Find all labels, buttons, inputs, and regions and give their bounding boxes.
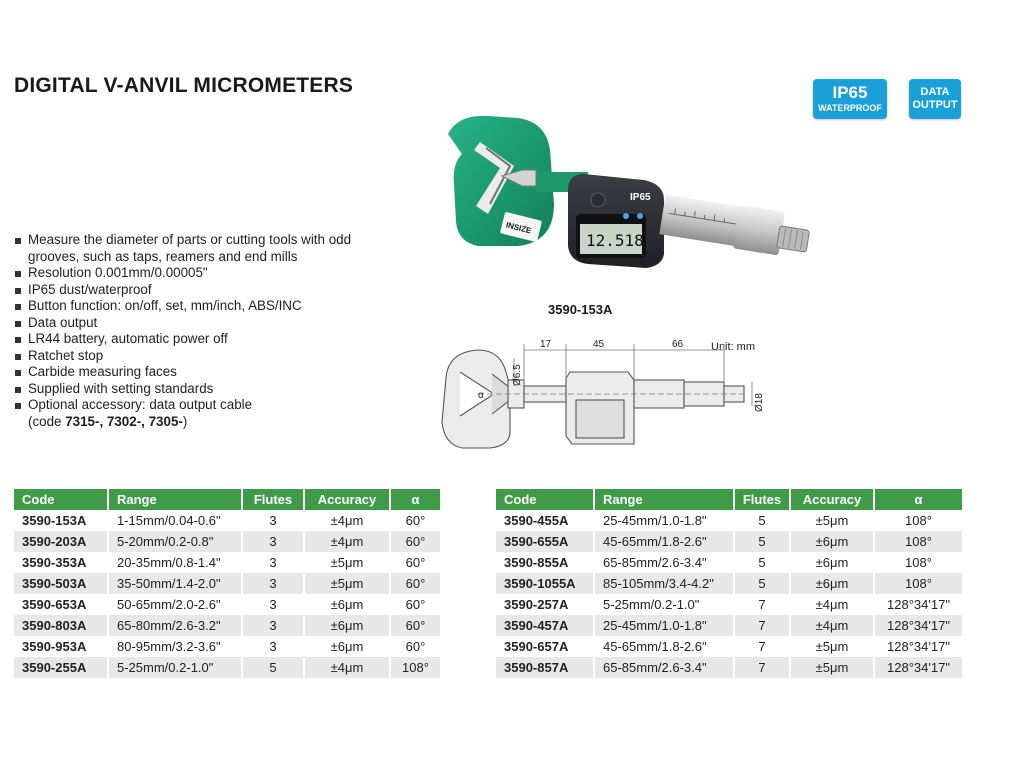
cell-range: 5-25mm/0.2-1.0" [594,594,734,615]
table-row [496,636,962,657]
cell-flutes: 3 [242,531,304,552]
cell-code: 3590-657A [496,636,594,657]
table-row [14,510,440,531]
dim-label: 45 [593,339,605,350]
cell-accuracy: ±5μm [304,573,390,594]
cell-accuracy: ±4μm [790,594,874,615]
ip65-waterproof-badge [813,79,887,119]
cell-alpha: 128°34'17" [874,636,962,657]
feature-item: Supplied with setting standards [14,381,374,398]
ip65-badge-text: IP65 [832,83,868,102]
cell-accuracy: ±6μm [304,615,390,636]
table-row [496,510,962,531]
cell-alpha: 108° [390,657,440,678]
cell-alpha: 60° [390,615,440,636]
table-row [14,552,440,573]
cell-accuracy: ±5μm [790,510,874,531]
table-row [14,657,440,678]
cell-range: 45-65mm/1.8-2.6" [594,531,734,552]
cell-code: 3590-455A [496,510,594,531]
cell-code: 3590-655A [496,531,594,552]
col-header-code: Code [14,489,108,510]
cell-range: 1-15mm/0.04-0.6" [108,510,242,531]
cell-range: 25-45mm/1.0-1.8" [594,615,734,636]
spec-table-left-body [14,510,440,678]
cell-code: 3590-503A [14,573,108,594]
cell-alpha: 60° [390,594,440,615]
button-icon [637,213,643,219]
cell-flutes: 3 [242,636,304,657]
accessory-code-prefix: (code [28,413,66,429]
cell-code: 3590-953A [14,636,108,657]
cell-accuracy: ±6μm [304,636,390,657]
cell-accuracy: ±6μm [790,573,874,594]
unit-label: Unit: mm [711,341,755,353]
data-badge-text-line1: DATA [920,86,950,98]
cell-accuracy: ±6μm [790,531,874,552]
cell-code: 3590-857A [496,657,594,678]
cell-accuracy: ±6μm [304,594,390,615]
cell-flutes: 5 [734,531,790,552]
cell-alpha: 60° [390,573,440,594]
table-row [14,573,440,594]
cell-alpha: 60° [390,531,440,552]
cell-accuracy: ±5μm [790,657,874,678]
accessory-codes: 7315-, 7302-, 7305- [65,413,183,429]
cell-range: 45-65mm/1.8-2.6" [594,636,734,657]
col-header-flutes: Flutes [734,489,790,510]
table-row [14,636,440,657]
button-icon [623,213,629,219]
cell-code: 3590-255A [14,657,108,678]
cell-code: 3590-803A [14,615,108,636]
lcd-reading: 12.518 [586,231,644,250]
cell-flutes: 7 [734,594,790,615]
cell-alpha: 128°34'17" [874,594,962,615]
feature-item: LR44 battery, automatic power off [14,331,374,348]
table-row [14,531,440,552]
cell-range: 65-85mm/2.6-3.4" [594,657,734,678]
cell-flutes: 5 [242,657,304,678]
cell-alpha: 60° [390,510,440,531]
col-header-alpha: α [874,489,962,510]
micrometer-photo [418,104,818,296]
cell-alpha: 108° [874,573,962,594]
accessory-code-suffix: ) [182,413,188,429]
spec-table-right-body [496,510,962,678]
feature-list [14,232,374,430]
spec-table-left [14,489,440,678]
cell-range: 20-35mm/0.8-1.4" [108,552,242,573]
cell-alpha: 108° [874,510,962,531]
angle-label: α [478,390,484,401]
cell-flutes: 3 [242,594,304,615]
table-row [496,552,962,573]
table-row [496,594,962,615]
cell-code: 3590-653A [14,594,108,615]
cell-range: 65-80mm/2.6-3.2" [108,615,242,636]
col-header-code: Code [496,489,594,510]
cell-flutes: 3 [242,552,304,573]
ratchet [776,226,809,252]
thimble [733,205,785,256]
page-title: DIGITAL V-ANVIL MICROMETERS [14,74,354,97]
sleeve [659,195,740,246]
cell-range: 65-85mm/2.6-3.4" [594,552,734,573]
col-header-accuracy: Accuracy [790,489,874,510]
cell-alpha: 108° [874,531,962,552]
cell-flutes: 5 [734,552,790,573]
feature-item: Resolution 0.001mm/0.00005" [14,265,374,282]
cell-alpha: 60° [390,552,440,573]
cell-accuracy: ±4μm [304,657,390,678]
cell-accuracy: ±4μm [304,531,390,552]
table-row [496,657,962,678]
col-header-range: Range [108,489,242,510]
dim-label: 66 [672,339,684,350]
dim-label: Ø6.5 [512,364,523,386]
feature-item: Carbide measuring faces [14,364,374,381]
cell-code: 3590-203A [14,531,108,552]
feature-item: IP65 dust/waterproof [14,282,374,299]
feature-item: Data output [14,315,374,332]
dim-label: Ø18 [754,393,765,412]
cell-alpha: 60° [390,636,440,657]
cell-accuracy: ±5μm [790,636,874,657]
cell-flutes: 7 [734,657,790,678]
cell-range: 5-20mm/0.2-0.8" [108,531,242,552]
col-header-flutes: Flutes [242,489,304,510]
dim-label: 17 [540,339,552,350]
col-header-alpha: α [390,489,440,510]
dimension-diagram [438,338,768,456]
cell-code: 3590-353A [14,552,108,573]
feature-item: Measure the diameter of parts or cutting tools with odd grooves, such as taps, reamers and end mills [14,232,374,265]
cell-alpha: 128°34'17" [874,615,962,636]
cell-flutes: 3 [242,573,304,594]
cell-code: 3590-153A [14,510,108,531]
body-ip65-label: IP65 [630,192,651,203]
cell-code: 3590-855A [496,552,594,573]
cell-flutes: 5 [734,510,790,531]
table-row [496,615,962,636]
feature-accessory-text: Optional accessory: data output cable [28,397,253,412]
cell-accuracy: ±5μm [304,552,390,573]
table-row [14,615,440,636]
cell-range: 85-105mm/3.4-4.2" [594,573,734,594]
cell-flutes: 7 [734,615,790,636]
cell-code: 3590-257A [496,594,594,615]
cell-flutes: 7 [734,636,790,657]
cell-range: 5-25mm/0.2-1.0" [108,657,242,678]
table-row [496,573,962,594]
feature-item: Button function: on/off, set, mm/inch, ABS/INC [14,298,374,315]
feature-item: Ratchet stop [14,348,374,365]
cell-range: 80-95mm/3.2-3.6" [108,636,242,657]
cell-code: 3590-1055A [496,573,594,594]
col-header-range: Range [594,489,734,510]
cell-flutes: 5 [734,573,790,594]
spec-table-right [496,489,962,678]
button-icon [591,193,605,207]
cell-range: 25-45mm/1.0-1.8" [594,510,734,531]
cell-code: 3590-457A [496,615,594,636]
cell-accuracy: ±4μm [790,615,874,636]
feature-item-accessory [14,397,374,430]
cell-alpha: 128°34'17" [874,657,962,678]
cell-accuracy: ±4μm [304,510,390,531]
cell-accuracy: ±6μm [790,552,874,573]
data-badge-text-line2: OUTPUT [912,99,958,111]
data-output-badge [909,79,961,119]
photo-caption: 3590-153A [548,302,613,317]
cell-alpha: 108° [874,552,962,573]
cell-flutes: 3 [242,615,304,636]
cell-range: 35-50mm/1.4-2.0" [108,573,242,594]
cell-range: 50-65mm/2.0-2.6" [108,594,242,615]
table-row [496,531,962,552]
col-header-accuracy: Accuracy [304,489,390,510]
cell-flutes: 3 [242,510,304,531]
brand-logo: INSIZE [504,220,533,236]
table-row [14,594,440,615]
waterproof-badge-text: WATERPROOF [818,103,882,113]
